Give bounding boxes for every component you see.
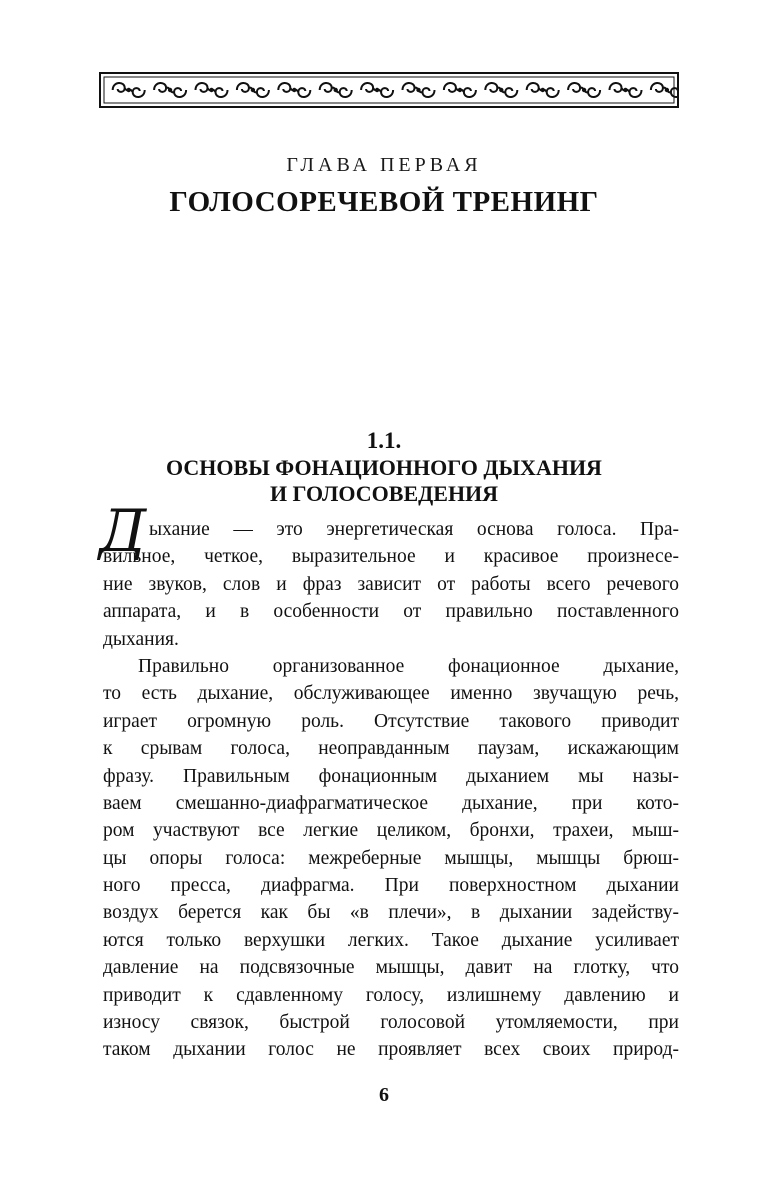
ornament-scroll-icon (444, 83, 476, 97)
paragraph-2 (103, 653, 679, 1064)
ornament-border-icon (99, 72, 679, 108)
body-text (99, 497, 679, 1064)
ornament-scroll-icon (237, 83, 269, 97)
ornament-scroll-icon (113, 83, 145, 97)
ornament-scroll-icon (196, 83, 228, 97)
text-line: аппарата, и в особенности от правильно поставленного (103, 601, 679, 623)
ornament-scroll-icon (485, 83, 517, 97)
ornament-scroll-icon (527, 83, 559, 97)
text-line: таком дыхании голос не проявляет всех своих природ- (103, 1039, 679, 1061)
ornament-scroll-icon (278, 83, 310, 97)
paragraph-1 (99, 497, 679, 653)
section-number: 1.1. (366, 428, 402, 453)
ornament-scroll-icon (568, 83, 600, 97)
text-line: приводит к сдавленному голосу, излишнему давлению и (103, 984, 679, 1006)
text-line: вильное, четкое, выразительное и красивое произнесе- (103, 546, 679, 568)
text-line: ром участвуют все легкие целиком, бронхи, трахеи, мыш- (103, 820, 679, 842)
text-line: воздух берется как бы «в плечи», в дыхании задейству- (103, 902, 679, 924)
chapter-label: ГЛАВА ПЕРВАЯ (286, 154, 482, 176)
text-line: то есть дыхание, обслуживающее именно звучащую речь, (103, 683, 679, 705)
text-line: цы опоры голоса: межреберные мышцы, мышцы брюш- (103, 847, 679, 869)
text-line: фразу. Правильным фонационным дыханием мы назы- (103, 765, 679, 787)
section-title-line: И ГОЛОСОВЕДЕНИЯ (269, 481, 499, 506)
chapter-title: ГОЛОСОРЕЧЕВОЙ ТРЕНИНГ (169, 186, 599, 218)
ornament-scroll-icon (320, 83, 352, 97)
text-line: износу связок, быстрой голосовой утомляемости, при (103, 1012, 679, 1034)
page-number: 6 (379, 1084, 389, 1106)
text-line: дыхания. (103, 628, 179, 650)
drop-cap: Д (99, 497, 147, 565)
text-line: играет огромную роль. Отсутствие такового приводит (103, 710, 679, 732)
text-line: Правильно организованное фонационное дыхание, (138, 655, 679, 677)
ornament-scroll-icon (154, 83, 186, 97)
ornament-scroll-icon (651, 83, 679, 97)
ornament-scroll-icon (610, 83, 642, 97)
text-line: ние звуков, слов и фраз зависит от работы всего речевого (103, 573, 679, 595)
text-line: к срывам голоса, неоправданным паузам, искажающим (103, 738, 679, 760)
text-line: ются только верхушки легких. Такое дыхание усиливает (103, 929, 679, 951)
ornament-scroll-icon (361, 83, 393, 97)
text-line: ваем смешанно-диафрагматическое дыхание, при кото- (103, 792, 679, 814)
text-line: давление на подсвязочные мышцы, давит на глотку, что (103, 957, 679, 979)
text-line: ыхание — это энергетическая основа голоса. Пра- (149, 519, 679, 540)
ornament-scroll-icon (403, 83, 435, 97)
text-line: ного пресса, диафрагма. При поверхностном дыхании (103, 875, 679, 897)
section-title-line: ОСНОВЫ ФОНАЦИОННОГО ДЫХАНИЯ (166, 455, 602, 480)
